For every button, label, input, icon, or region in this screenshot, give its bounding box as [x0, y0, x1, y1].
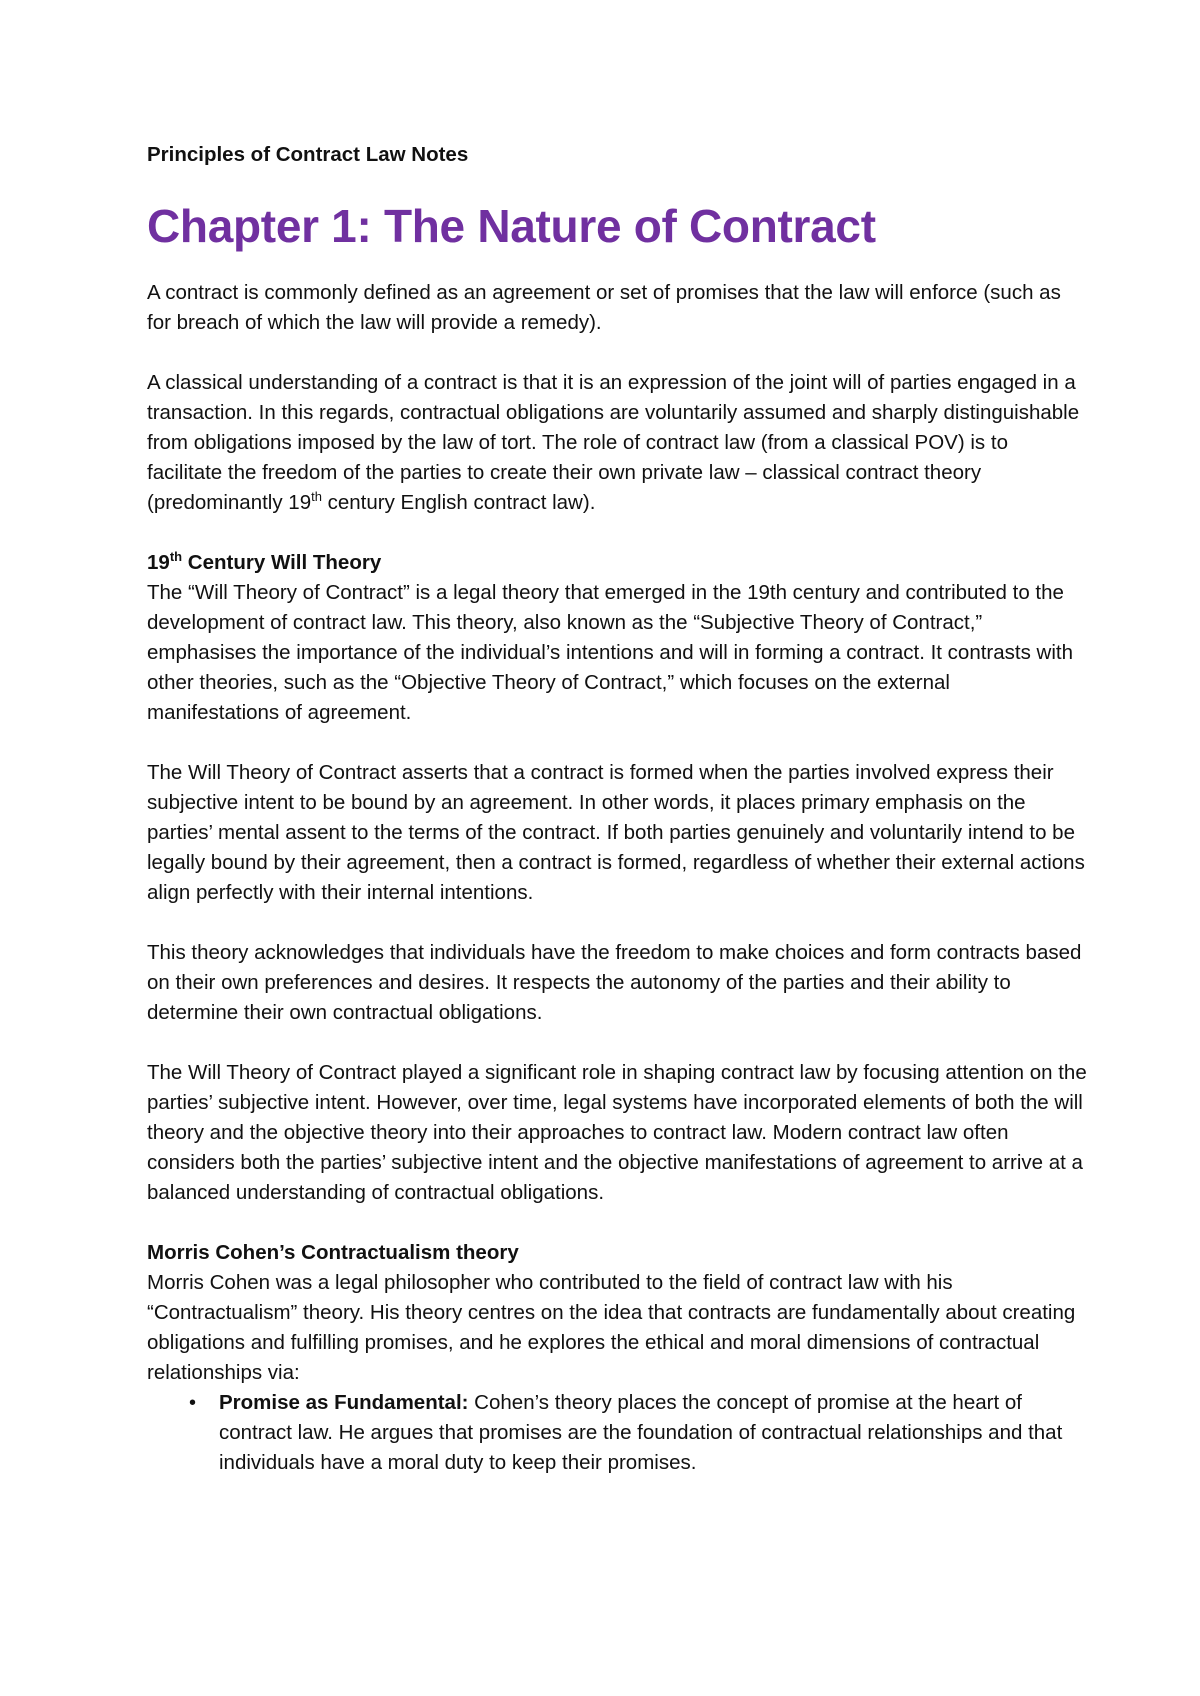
classical-text-after: century English contract law).: [321, 491, 596, 514]
contractualism-bullet-list: [147, 1388, 1087, 1478]
heading-superscript: th: [169, 549, 183, 565]
classical-superscript: th: [311, 489, 322, 505]
chapter-title: Chapter 1: The Nature of Contract: [147, 200, 876, 252]
list-item: [147, 1388, 1087, 1478]
will-theory-paragraph-4: The Will Theory of Contract played a significant role in shaping contract law by focusing attention on the parties’ subjective intent. However, over time, legal systems have incorporated elements of both the will theory and the objective theory into their approaches to contract law. Modern contract law often considers both the parties’ subjective intent and the objective manifestations of agreement to arrive at a balanced understanding of contractual obligations.: [147, 1061, 1087, 1204]
bullet-text: Cohen’s theory places the concept of promise at the heart of contract law. He argues that promises are the foundation of contractual relationships and that individuals have a moral duty to keep their promises.: [219, 1391, 1063, 1474]
section-heading-contractualism: Morris Cohen’s Contractualism theory: [147, 1241, 519, 1264]
will-theory-paragraph-1: The “Will Theory of Contract” is a legal theory that emerged in the 19th century and contributed to the development of contract law. This theory, also known as the “Subjective Theory of Contract,” emphasises the importance of the individual’s intentions and will in forming a contract. It contrasts with other theories, such as the “Objective Theory of Contract,” which focuses on the external manifestations of agreement.: [147, 581, 1074, 724]
contractualism-paragraph: Morris Cohen was a legal philosopher who contributed to the field of contract law with his “Contractualism” theory. His theory centres on the idea that contracts are fundamentally about creating obligations and fulfilling promises, and he explores the ethical and moral dimensions of contractual relationships via:: [147, 1271, 1076, 1384]
will-theory-paragraph-2: The Will Theory of Contract asserts that a contract is formed when the parties involved express their subjective intent to be bound by an agreement. In other words, it places primary emphasis on the parties’ mental assent to the terms of the contract. If both parties genuinely and voluntarily intend to be legally bound by their agreement, then a contract is formed, regardless of whether their external actions align perfectly with their internal intentions.: [147, 761, 1085, 904]
classical-paragraph: [147, 368, 1087, 518]
document-page: [147, 140, 1087, 1478]
classical-text-before: A classical understanding of a contract is that it is an expression of the joint will of parties engaged in a transaction. In this regards, contractual obligations are voluntarily assumed and sharply distinguishable from obligations imposed by the law of tort. The role of contract law (from a classical POV) is to facilitate the freedom of the parties to create their own private law – classical contract theory (predominantly 19: [147, 371, 1080, 514]
bullet-icon: •: [189, 1392, 197, 1414]
bullet-label: Promise as Fundamental:: [219, 1391, 469, 1414]
will-theory-paragraph-3: This theory acknowledges that individuals have the freedom to make choices and form contracts based on their own preferences and desires. It respects the autonomy of the parties and their ability to determine their own contractual obligations.: [147, 941, 1082, 1024]
section-heading-will-theory: [147, 548, 1087, 578]
heading-number: 19: [147, 551, 170, 574]
intro-paragraph: A contract is commonly defined as an agreement or set of promises that the law will enforce (such as for breach of which the law will provide a remedy).: [147, 281, 1061, 334]
heading-rest: Century Will Theory: [182, 551, 382, 574]
document-header: Principles of Contract Law Notes: [147, 143, 469, 166]
